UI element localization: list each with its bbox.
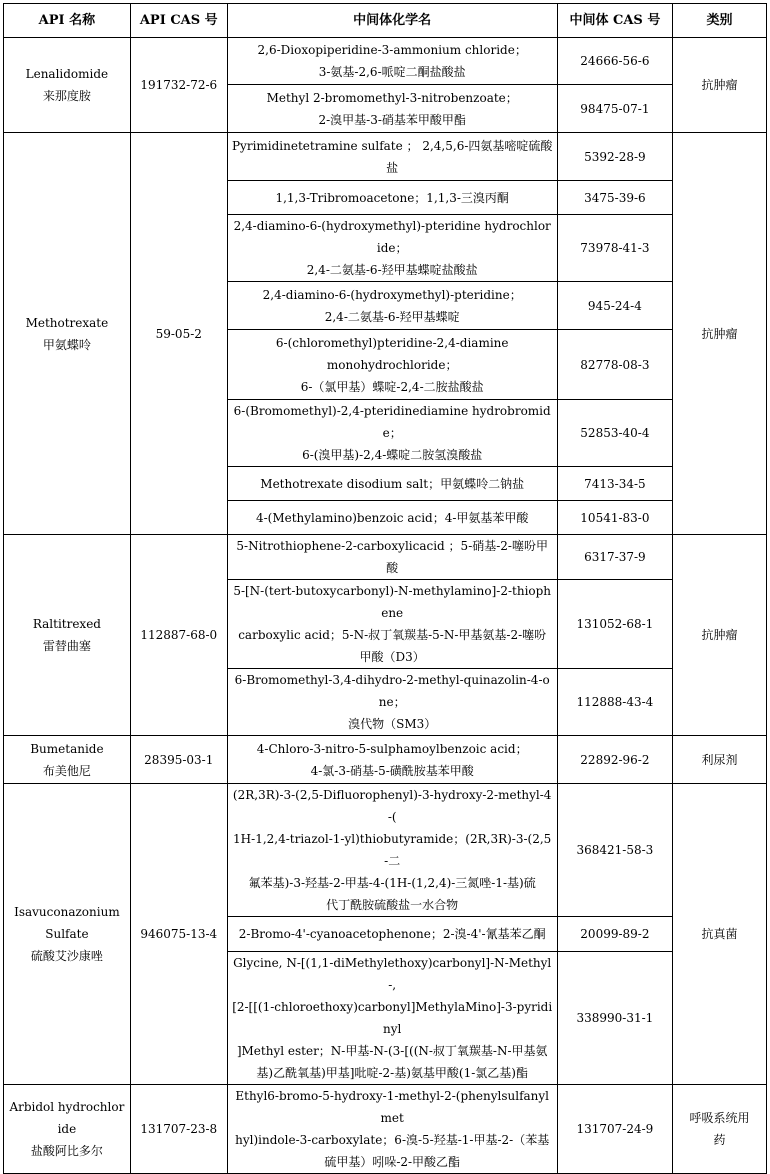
- intermediate-name-cell-line: 6-(chloromethyl)pteridine-2,4-diamine: [275, 335, 509, 350]
- intermediate-cas-cell-line: 131052-68-1: [576, 617, 654, 631]
- intermediate-name-cell-line: Pyrimidinetetramine sulfate ； 2,4,5,6-四氨基嘧啶硫酸: [231, 138, 553, 153]
- api-name-cell-line: Methotrexate: [25, 315, 109, 330]
- api-cas-cell-line: 131707-23-8: [140, 1122, 218, 1136]
- api-name-cell: [4, 133, 131, 535]
- intermediate-name-cell-line: Ethyl6-bromo-5-hydroxy-1-methyl-2-(phenylsulfanylmet: [235, 1089, 550, 1125]
- intermediate-name-cell-line: 溴代物（SM3）: [348, 717, 437, 731]
- api-cas-cell: [130, 784, 227, 1085]
- intermediate-name-cell: [227, 133, 557, 181]
- intermediate-cas-cell-line: 73978-41-3: [580, 241, 650, 255]
- intermediate-cas-cell-line: 338990-31-1: [576, 1011, 654, 1025]
- intermediate-cas-cell: [557, 580, 672, 669]
- header-api-cas: API CAS 号: [130, 4, 227, 38]
- intermediate-name-cell-line: 盐: [386, 160, 399, 175]
- intermediate-cas-cell: [557, 535, 672, 580]
- api-cas-cell-line: 946075-13-4: [140, 927, 218, 941]
- intermediate-cas-cell-line: 24666-56-6: [580, 54, 650, 68]
- category-cell: [673, 535, 767, 736]
- category-cell-line: 抗肿瘤: [701, 628, 738, 642]
- intermediate-cas-cell: [557, 282, 672, 330]
- intermediate-cas-cell: [557, 215, 672, 282]
- intermediate-name-cell-line: 2,4-diamino-6-(hydroxymethyl)-pteridine hydrochloride；: [233, 219, 551, 255]
- intermediate-name-cell-line: 6-(溴甲基)-2,4-蝶啶二胺氢溴酸盐: [302, 448, 483, 462]
- intermediate-cas-cell: [557, 181, 672, 215]
- intermediate-cas-cell: [557, 736, 672, 784]
- intermediate-cas-cell-line: 82778-08-3: [580, 357, 650, 372]
- intermediate-name-cell-line: 4-Chloro-3-nitro-5-sulphamoylbenzoic acid；: [256, 741, 528, 756]
- api-name-cell: [4, 736, 131, 784]
- intermediate-name-cell-line: Methotrexate disodium salt；甲氨蝶呤二钠盐: [260, 476, 525, 491]
- intermediate-cas-cell: [557, 330, 672, 400]
- api-cas-cell: [130, 535, 227, 736]
- intermediate-cas-cell: [557, 133, 672, 181]
- intermediate-name-cell-line: 2,4-二氨基-6-羟甲基蝶啶盐酸盐: [306, 263, 478, 277]
- intermediate-name-cell: [227, 1085, 557, 1174]
- table-row: [4, 1085, 767, 1174]
- intermediate-name-cell: [227, 669, 557, 736]
- intermediate-name-cell: [227, 85, 557, 133]
- category-cell-line: 抗真菌: [701, 927, 738, 941]
- intermediate-cas-cell: [557, 400, 672, 467]
- intermediate-name-cell-line: 3-氨基-2,6-哌啶二酮盐酸盐: [318, 65, 466, 79]
- intermediate-name-cell-line: Methyl 2-bromomethyl-3-nitrobenzoate；: [266, 90, 518, 105]
- intermediate-name-cell-line: 2-Bromo-4'-cyanoacetophenone；2-溴-4'-氰基苯乙酮: [238, 927, 546, 941]
- category-cell-line: 抗肿瘤: [701, 78, 738, 92]
- intermediate-name-cell: [227, 580, 557, 669]
- header-api-name: API 名称: [4, 4, 131, 38]
- api-name-cell-line: Raltitrexed: [32, 617, 101, 631]
- intermediate-name-cell-line: 硫甲基）吲哚-2-甲酸乙酯: [324, 1155, 461, 1169]
- api-cas-cell: [130, 736, 227, 784]
- header-intermediate-cas: 中间体 CAS 号: [557, 4, 672, 38]
- intermediate-cas-cell-line: 131707-24-9: [576, 1122, 654, 1136]
- intermediate-name-cell: [227, 330, 557, 400]
- intermediate-cas-cell-line: 368421-58-3: [576, 843, 654, 857]
- intermediate-name-cell-line: 5-[N-(tert-butoxycarbonyl)-N-methylamino]-2-thiophene: [233, 584, 552, 620]
- intermediate-name-cell: [227, 38, 557, 85]
- intermediate-name-cell: [227, 501, 557, 535]
- intermediate-cas-cell-line: 22892-96-2: [580, 752, 650, 767]
- intermediate-cas-cell-line: 112888-43-4: [576, 695, 654, 709]
- intermediate-name-cell-line: ]Methyl ester；N-甲基-N-(3-[((N-叔丁氧羰基-N-甲基氨: [236, 1044, 548, 1058]
- header-row: [4, 4, 767, 38]
- intermediate-name-cell-line: 1,1,3-Tribromoacetone；1,1,3-三溴丙酮: [275, 190, 509, 205]
- intermediate-name-cell-line: 2,4-diamino-6-(hydroxymethyl)-pteridine；: [262, 287, 522, 302]
- api-name-cell: [4, 38, 131, 133]
- intermediate-name-cell: [227, 215, 557, 282]
- category-cell-line: 利尿剂: [701, 752, 738, 767]
- category-cell: [673, 38, 767, 133]
- api-name-cell-line: 布美他尼: [42, 763, 91, 778]
- api-name-cell-line: Lenalidomide: [25, 67, 109, 81]
- intermediate-cas-cell-line: 52853-40-4: [580, 426, 650, 440]
- intermediate-cas-cell: [557, 952, 672, 1085]
- api-name-cell-line: 来那度胺: [42, 89, 91, 103]
- intermediate-name-cell: [227, 952, 557, 1085]
- intermediate-cas-cell: [557, 917, 672, 952]
- intermediate-name-cell-line: 氟苯基)-3-羟基-2-甲基-4-(1H-(1,2,4)-三氮唑-1-基)硫: [248, 876, 536, 890]
- api-name-cell-line: Arbidol hydrochloride: [9, 1100, 125, 1136]
- api-name-cell: [4, 535, 131, 736]
- api-name-cell-line: Bumetanide: [30, 741, 104, 756]
- table-row: [4, 133, 767, 181]
- intermediate-name-cell-line: 1H-1,2,4-triazol-1-yl)thiobutyramide；(2R,3R)-3-(2,5-二: [233, 832, 552, 868]
- api-name-cell-line: 盐酸阿比多尔: [30, 1144, 103, 1158]
- intermediate-name-cell-line: 2,6-Dioxopiperidine-3-ammonium chloride；: [257, 43, 527, 57]
- api-cas-cell-line: 28395-03-1: [144, 752, 214, 767]
- table-row: [4, 535, 767, 580]
- intermediate-cas-cell-line: 7413-34-5: [584, 476, 646, 491]
- intermediate-name-cell: [227, 467, 557, 501]
- intermediate-cas-cell-line: 945-24-4: [587, 298, 642, 313]
- intermediate-name-cell-line: monohydrochloride；: [326, 357, 458, 372]
- api-name-cell-line: 硫酸艾沙康唑: [30, 949, 103, 963]
- intermediate-name-cell-line: 6-（氯甲基）蝶啶-2,4-二胺盐酸盐: [300, 379, 484, 394]
- table-row: [4, 38, 767, 85]
- api-cas-cell-line: 59-05-2: [155, 326, 202, 341]
- intermediate-cas-cell-line: 98475-07-1: [580, 101, 650, 116]
- category-cell-line: 呼吸系统用: [689, 1111, 750, 1125]
- category-cell-line: 药: [713, 1133, 726, 1147]
- api-cas-cell: [130, 1085, 227, 1174]
- table-row: [4, 784, 767, 917]
- category-cell: [673, 784, 767, 1085]
- intermediate-name-cell-line: (2R,3R)-3-(2,5-Difluorophenyl)-3-hydroxy-2-methyl-4-(: [232, 788, 552, 824]
- table-body: [4, 38, 767, 1174]
- intermediate-name-cell: [227, 736, 557, 784]
- api-name-cell-line: 甲氨蝶呤: [42, 337, 91, 352]
- intermediate-cas-cell: [557, 669, 672, 736]
- intermediate-name-cell-line: 6-Bromomethyl-3,4-dihydro-2-methyl-quinazolin-4-one；: [234, 673, 550, 709]
- intermediate-name-cell-line: 2-溴甲基-3-硝基苯甲酸甲酯: [318, 112, 466, 127]
- intermediate-cas-cell-line: 3475-39-6: [584, 190, 646, 205]
- category-cell: [673, 133, 767, 535]
- intermediate-name-cell: [227, 400, 557, 467]
- intermediate-cas-cell: [557, 38, 672, 85]
- intermediate-name-cell-line: 代丁酰胺硫酸盐一水合物: [326, 898, 459, 912]
- intermediate-cas-cell-line: 6317-37-9: [584, 550, 646, 564]
- category-cell-line: 抗肿瘤: [701, 326, 738, 341]
- intermediates-table: [3, 3, 767, 1174]
- category-cell: [673, 736, 767, 784]
- intermediate-name-cell-line: hyl)indole-3-carboxylate；6-溴-5-羟基-1-甲基-2-（苯基: [235, 1133, 550, 1147]
- api-name-cell-line: Sulfate: [45, 927, 89, 941]
- intermediate-name-cell: [227, 282, 557, 330]
- intermediate-cas-cell-line: 20099-89-2: [580, 927, 650, 941]
- intermediate-name-cell-line: carboxylic acid；5-N-叔丁氧羰基-5-N-甲基氨基-2-噻吩: [238, 628, 547, 642]
- api-cas-cell-line: 191732-72-6: [140, 78, 218, 92]
- table-row: [4, 736, 767, 784]
- intermediate-name-cell: [227, 535, 557, 580]
- intermediate-name-cell: [227, 181, 557, 215]
- intermediate-cas-cell: [557, 467, 672, 501]
- api-cas-cell: [130, 38, 227, 133]
- api-name-cell-line: Isavuconazonium: [14, 905, 120, 919]
- category-cell: [673, 1085, 767, 1174]
- api-name-cell: [4, 1085, 131, 1174]
- api-cas-cell-line: 112887-68-0: [140, 628, 218, 642]
- intermediate-name-cell-line: 甲酸（D3）: [359, 650, 425, 664]
- header-intermediate-name: 中间体化学名: [227, 4, 557, 38]
- intermediate-name-cell-line: 4-氯-3-硝基-5-磺酰胺基苯甲酸: [310, 763, 474, 778]
- intermediate-cas-cell-line: 10541-83-0: [580, 510, 650, 525]
- intermediate-name-cell-line: 5-Nitrothiophene-2-carboxylicacid ；5-硝基-2-噻吩甲酸: [236, 539, 548, 575]
- header-category: 类别: [673, 4, 767, 38]
- intermediate-name-cell: [227, 784, 557, 917]
- intermediate-cas-cell: [557, 501, 672, 535]
- intermediate-name-cell-line: 4-(Methylamino)benzoic acid；4-甲氨基苯甲酸: [255, 510, 529, 525]
- intermediate-name-cell-line: 2,4-二氨基-6-羟甲基蝶啶: [324, 309, 460, 324]
- intermediate-cas-cell: [557, 784, 672, 917]
- intermediate-name-cell: [227, 917, 557, 952]
- intermediate-cas-cell: [557, 1085, 672, 1174]
- intermediate-name-cell-line: [2-[[(1-chloroethoxy)carbonyl]MethylaMino]-3-pyridinyl: [232, 1000, 553, 1036]
- intermediate-name-cell-line: 6-(Bromomethyl)-2,4-pteridinediamine hydrobromide；: [233, 404, 551, 440]
- api-cas-cell: [130, 133, 227, 535]
- intermediate-cas-cell: [557, 85, 672, 133]
- intermediate-cas-cell-line: 5392-28-9: [584, 149, 646, 164]
- intermediate-name-cell-line: Glycine, N-[(1,1-diMethylethoxy)carbonyl]-N-Methyl-,: [233, 956, 552, 992]
- api-name-cell-line: 雷替曲塞: [42, 639, 91, 653]
- intermediate-name-cell-line: 基)乙酰氧基)甲基]吡啶-2-基)氨基甲酸(1-氯乙基)酯: [256, 1066, 528, 1080]
- api-name-cell: [4, 784, 131, 1085]
